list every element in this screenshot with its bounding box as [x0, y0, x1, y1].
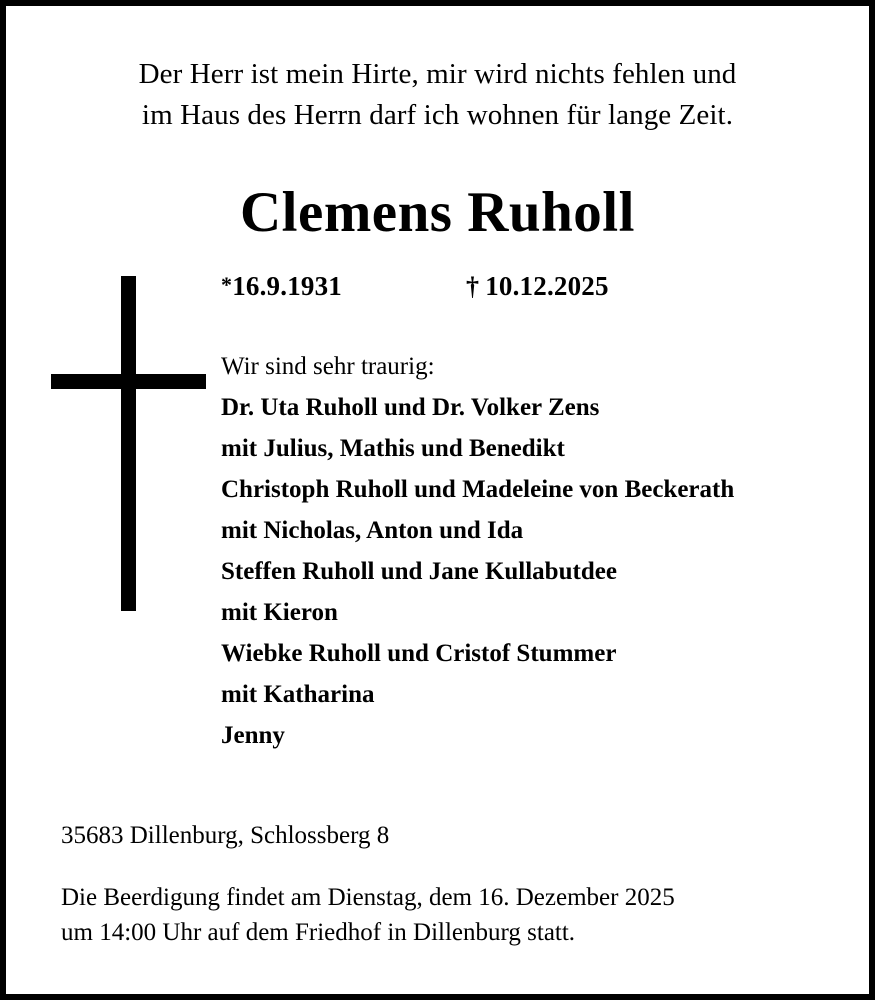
asterisk-icon: * [221, 272, 233, 298]
mourner-line: Christoph Ruholl und Madeleine von Beckerath [221, 476, 735, 504]
cross-horizontal-bar [51, 374, 206, 389]
mourner-line: Jenny [221, 722, 285, 750]
cross-dagger-icon: † [466, 272, 480, 302]
mourner-line: mit Kieron [221, 599, 338, 627]
deceased-name: Clemens Ruholl [240, 181, 635, 245]
address-line: 35683 Dillenburg, Schlossberg 8 [61, 821, 390, 849]
mourner-line: Wiebke Ruholl und Cristof Stummer [221, 640, 617, 668]
cross-vertical-bar [121, 276, 136, 611]
mourner-line: mit Nicholas, Anton und Ida [221, 517, 524, 545]
funeral-line-2: um 14:00 Uhr auf dem Friedhof in Dillenburg statt. [61, 918, 576, 946]
birth-date: 16.9.1931 [232, 271, 343, 302]
verse-block [6, 54, 869, 136]
mourner-line: mit Julius, Mathis und Benedikt [221, 435, 565, 463]
funeral-details [61, 881, 829, 950]
death-date-group [466, 271, 609, 302]
mourner-line: Steffen Ruholl und Jane Kullabutdee [221, 558, 617, 586]
mourner-line: Dr. Uta Ruholl und Dr. Volker Zens [221, 394, 600, 422]
birth-date-group [221, 271, 466, 302]
death-date: 10.12.2025 [485, 271, 609, 302]
mourner-line: mit Katharina [221, 681, 375, 709]
mourners-intro: Wir sind sehr traurig: [221, 353, 435, 381]
notice-inner [6, 6, 869, 994]
cross-icon [51, 276, 206, 611]
footer-block [6, 819, 869, 951]
verse-line-2: im Haus des Herrn darf ich wohnen für lange Zeit. [141, 99, 734, 132]
funeral-line-1: Die Beerdigung findet am Dienstag, dem 16. Dezember 2025 [61, 884, 675, 911]
verse-line-1: Der Herr ist mein Hirte, mir wird nichts fehlen und [138, 58, 737, 90]
